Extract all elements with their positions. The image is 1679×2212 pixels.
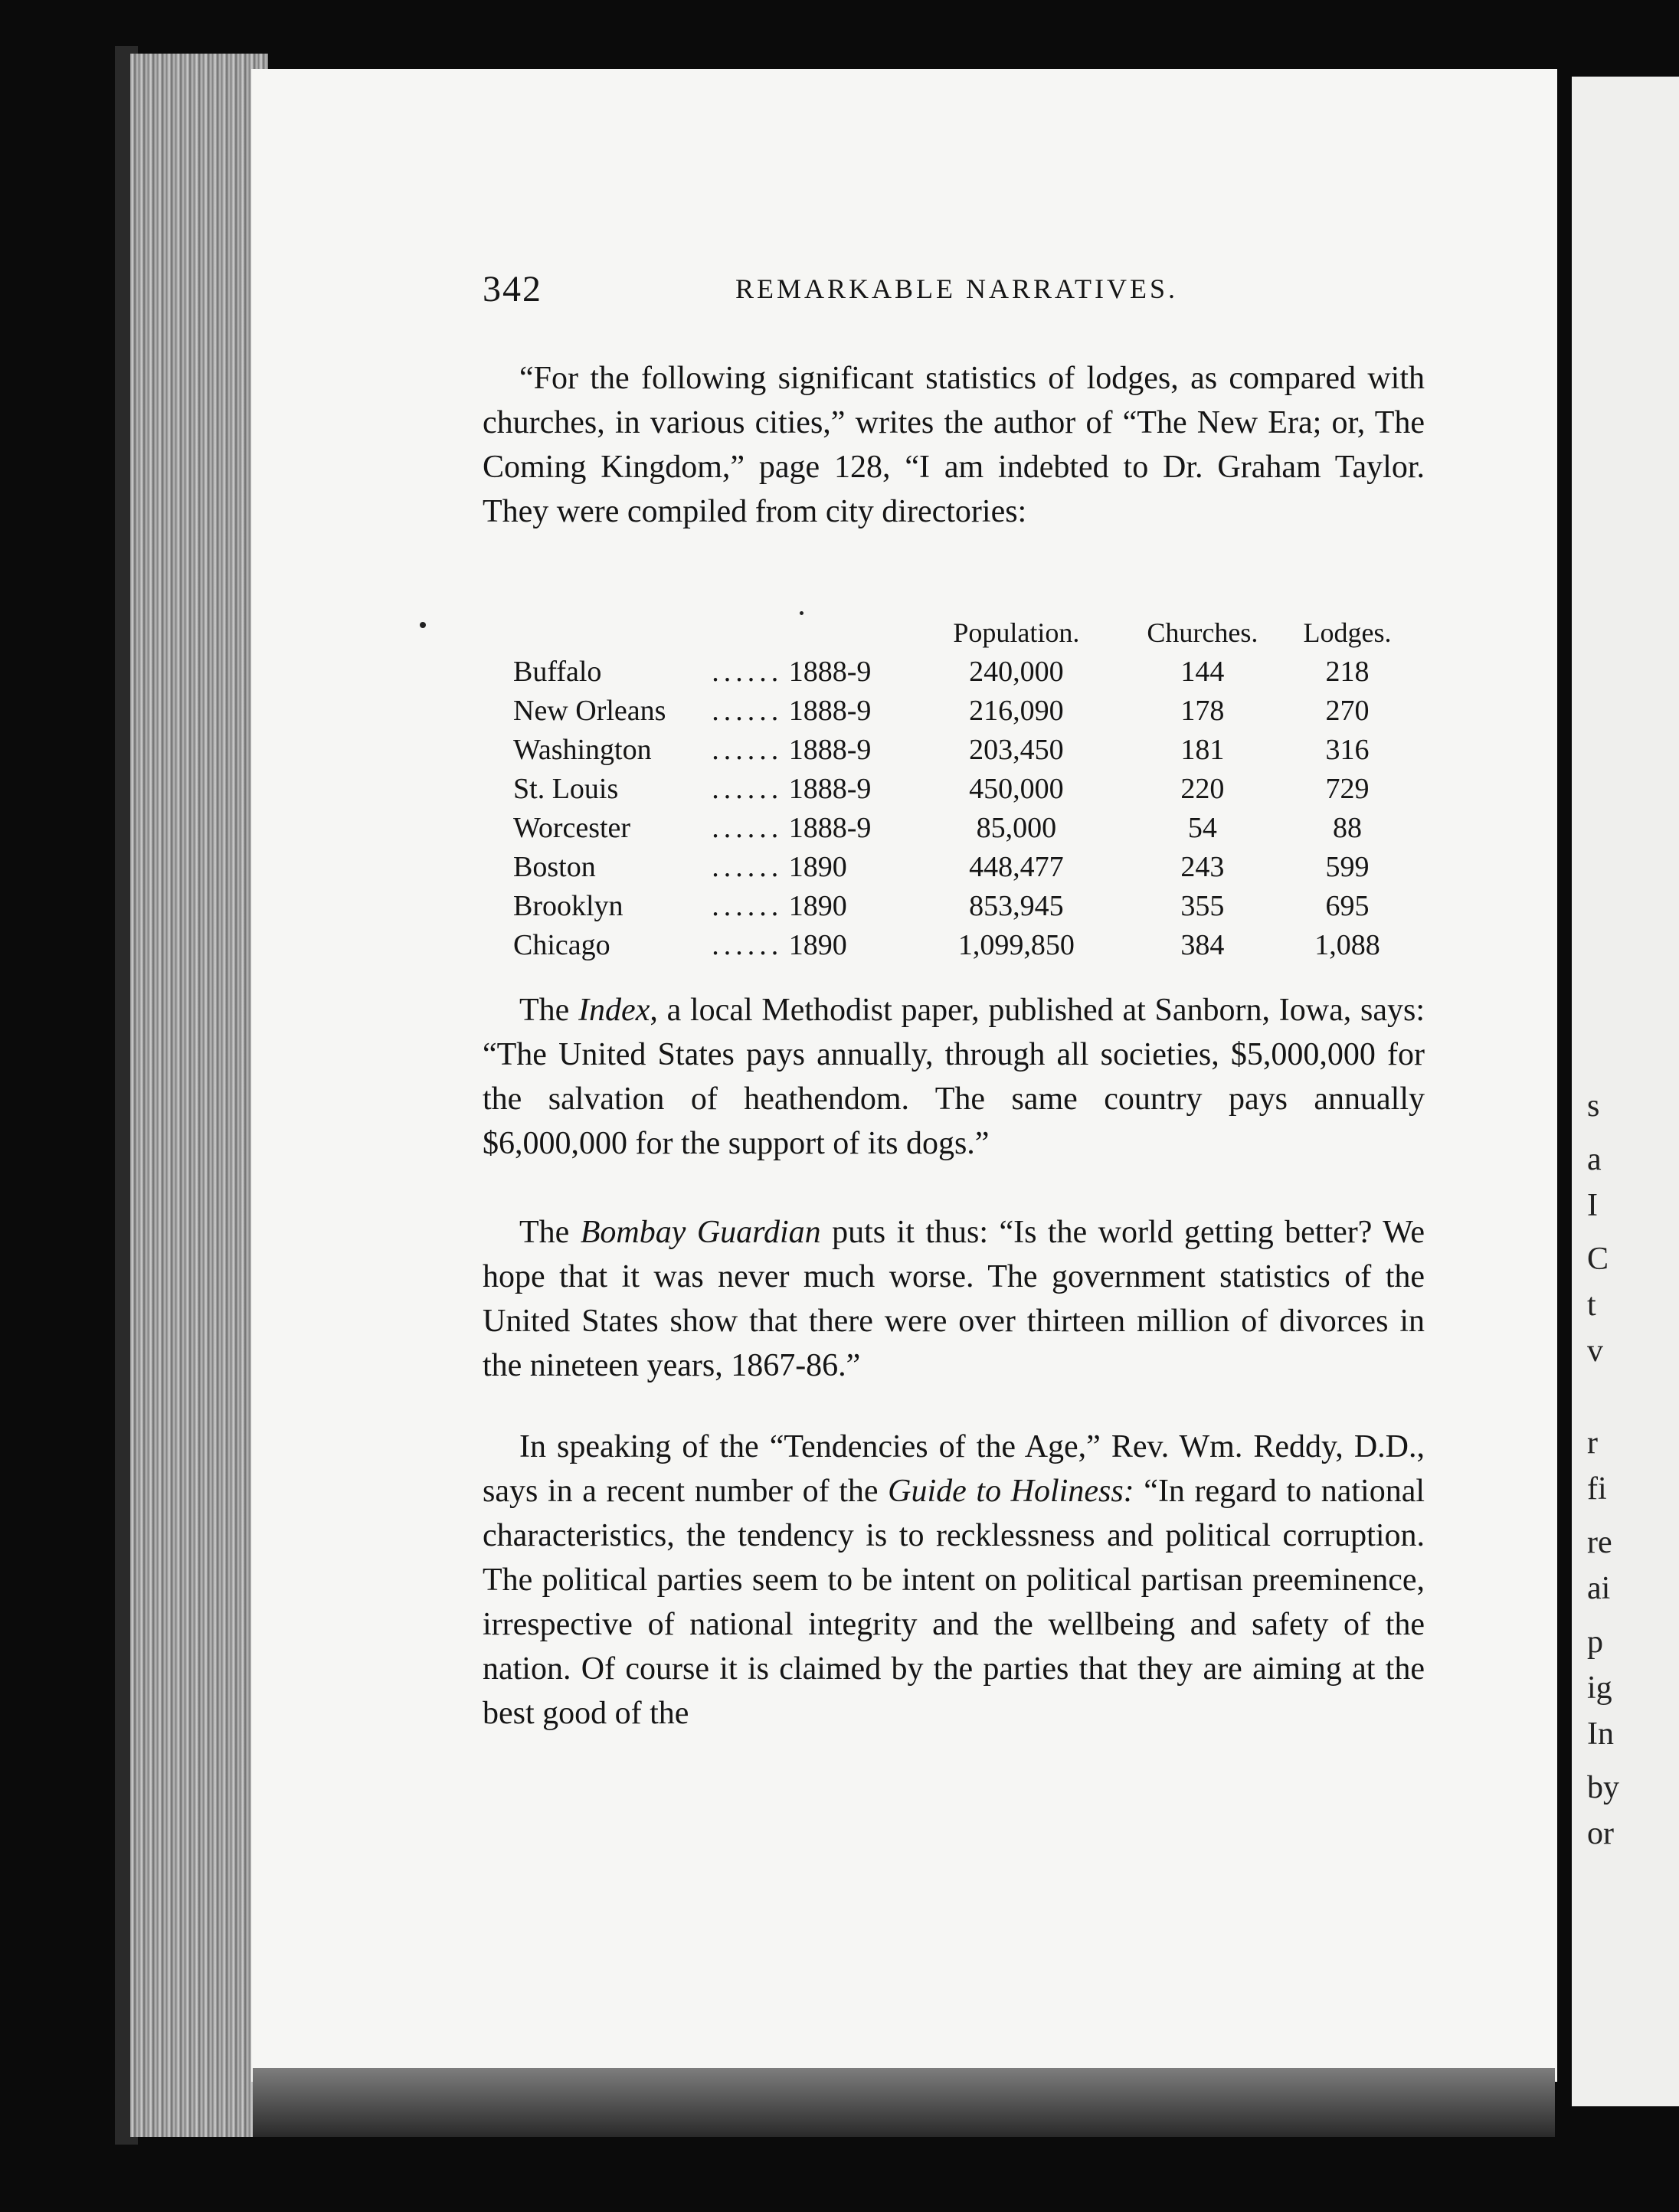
reddy-paragraph [483,1425,1425,1736]
population-value: 448,477 [969,850,1064,883]
table-row [513,730,1409,769]
table-row [513,808,1409,847]
lodges-value: 218 [1325,655,1370,688]
population-value: 216,090 [969,694,1064,727]
adjacent-page-fragment: In [1587,1716,1614,1752]
leader-dots: ...... [712,811,784,844]
leader-dots: ...... [712,928,784,961]
city-name: Buffalo [513,655,602,688]
year: 1890 [788,850,847,883]
adjacent-page-fragment: s [1587,1088,1600,1124]
lodges-value: 599 [1325,850,1370,883]
page-bottom-shadow [253,2068,1555,2137]
churches-value: 384 [1180,928,1225,961]
lodges-value: 270 [1325,694,1370,727]
year: 1888-9 [788,655,872,688]
city-name: Chicago [513,928,610,961]
leader-dots: ...... [712,889,784,922]
publication-title: Bombay Guardian [580,1215,821,1250]
lodges-value: 88 [1332,811,1362,844]
adjacent-page-fragment: I [1587,1188,1598,1223]
intro-text: “For the following significant statistics of lodges, as compared with churches, in various cities,” writes the author of “The New Era; or, The Coming Kingdom,” page 128, “I am indebted to Dr. Graham Taylor. They were compiled from city directories: [483,361,1425,529]
churches-value: 178 [1180,694,1225,727]
header-lodges: Lodges. [1303,617,1392,648]
adjacent-page [1572,77,1679,2106]
table-row [513,691,1409,730]
adjacent-page-fragment: or [1587,1816,1614,1851]
population-value: 450,000 [969,772,1064,805]
year: 1890 [788,928,847,961]
adjacent-page-fragment: ig [1587,1670,1612,1706]
city-name: St. Louis [513,772,619,805]
page-number: 342 [483,269,542,309]
lodges-value: 316 [1325,733,1370,766]
leader-dots: ...... [712,655,784,688]
lodges-value: 729 [1325,772,1370,805]
adjacent-page-fragment: by [1587,1770,1619,1805]
city-name: Brooklyn [513,889,623,922]
population-value: 85,000 [976,811,1057,844]
population-value: 1,099,850 [957,928,1075,961]
adjacent-page-fragment: fi [1587,1471,1607,1507]
leader-dots: ...... [712,694,784,727]
churches-value: 220 [1180,772,1225,805]
churches-value: 243 [1180,850,1225,883]
print-speck [800,611,803,615]
population-value: 203,450 [969,733,1064,766]
reddy-text: In speaking of the “Tendencies of the Age,” Rev. Wm. Reddy, D.D., says in a recent number of the Guide to Holiness: “In regard to national characteristics, the tendency is to recklessness and political corruption. The political parties seem to be intent on political partisan preeminence, irrespective of national integrity and the wellbeing and safety of the nation. Of course it is claimed by the parties that they are aiming at the best good of the [483,1429,1425,1731]
publication-title: Guide to Holiness: [888,1474,1134,1509]
table-row [513,652,1409,691]
adjacent-page-fragment: re [1587,1525,1612,1560]
population-value: 240,000 [969,655,1064,688]
table-row [513,769,1409,808]
adjacent-page-fragment: p [1587,1625,1603,1660]
print-speck [420,622,426,628]
churches-value: 144 [1180,655,1225,688]
year: 1888-9 [788,694,872,727]
adjacent-page-fragment: v [1587,1333,1603,1369]
table-row [513,886,1409,925]
index-paragraph [483,988,1425,1166]
year: 1890 [788,889,847,922]
lodges-value: 1,088 [1314,928,1380,961]
churches-value: 181 [1180,733,1225,766]
leader-dots: ...... [712,850,784,883]
table-header-row [513,617,1409,652]
bombay-paragraph [483,1210,1425,1388]
publication-title: Index [578,993,650,1028]
leader-dots: ...... [712,772,784,805]
year: 1888-9 [788,772,872,805]
adjacent-page-fragment: a [1587,1142,1602,1177]
statistics-table [513,617,1409,964]
churches-value: 54 [1187,811,1217,844]
leader-dots: ...... [712,733,784,766]
table-row [513,847,1409,886]
city-name: Washington [513,733,652,766]
header-churches: Churches. [1147,617,1258,648]
city-name: Worcester [513,811,631,844]
year: 1888-9 [788,811,872,844]
adjacent-page-fragment: t [1587,1288,1596,1323]
bombay-text: The Bombay Guardian puts it thus: “Is the world getting better? We hope that it was never much worse. The government statistics of the United States show that there were over thirteen million of divorces in the nineteen years, 1867-86.” [483,1215,1425,1383]
running-head [483,268,1425,314]
adjacent-page-fragment: ai [1587,1571,1611,1606]
header-population: Population. [953,617,1080,648]
index-text: The Index, a local Methodist paper, published at Sanborn, Iowa, says: “The United States pays annually, through all societies, $5,000,000 for the salvation of heathendom. The same country pays annually $6,000,000 for the support of its dogs.” [483,993,1425,1161]
intro-paragraph [483,356,1425,534]
adjacent-page-fragment: C [1587,1242,1609,1277]
year: 1888-9 [788,733,872,766]
city-name: New Orleans [513,694,666,727]
lodges-value: 695 [1325,889,1370,922]
running-title: REMARKABLE NARRATIVES. [735,273,1179,304]
city-name: Boston [513,850,596,883]
table-row [513,925,1409,964]
churches-value: 355 [1180,889,1225,922]
adjacent-page-fragment: r [1587,1425,1598,1461]
population-value: 853,945 [969,889,1064,922]
book-page-edges [130,54,268,2137]
